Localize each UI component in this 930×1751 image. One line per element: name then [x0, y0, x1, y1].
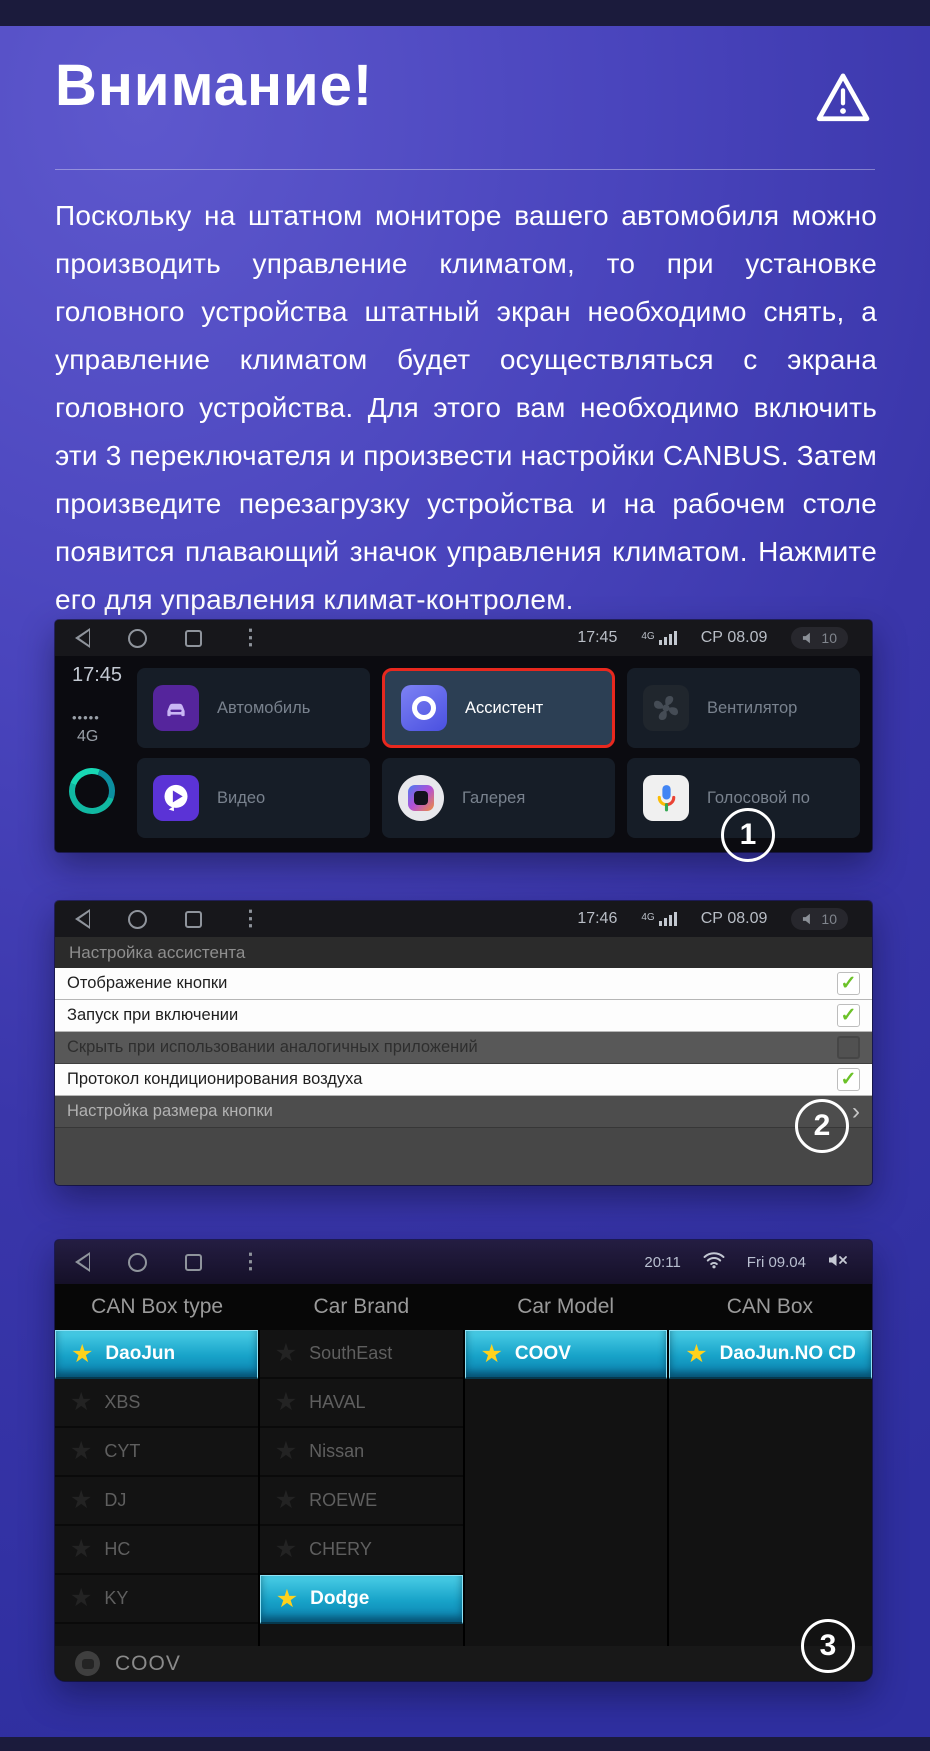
canbus-lists	[55, 1330, 872, 1646]
list-item-label: ROEWE	[309, 1490, 378, 1510]
app-tile-label: Видео	[217, 788, 266, 807]
status-date: СР 08.09	[700, 629, 768, 646]
star-icon: ★	[685, 1339, 708, 1368]
settings-row-label: Протокол кондиционирования воздуха	[67, 1070, 363, 1088]
recents-icon[interactable]	[185, 911, 202, 928]
screenshot-launcher	[55, 620, 872, 852]
list-item[interactable]	[55, 1428, 258, 1477]
star-icon: ★	[70, 1437, 93, 1465]
list-item[interactable]	[55, 1477, 258, 1526]
list-item-label: DJ	[104, 1490, 127, 1510]
home-icon[interactable]	[128, 910, 147, 929]
list-item[interactable]	[55, 1575, 258, 1624]
app-tile-fan[interactable]	[627, 668, 860, 748]
wifi-icon	[703, 1251, 725, 1273]
page-title: Внимание!	[55, 53, 374, 118]
annotation-badge-1: 1	[721, 808, 775, 862]
list-item[interactable]	[260, 1330, 463, 1379]
menu-dots-icon[interactable]: ⋮	[240, 907, 261, 930]
star-icon: ★	[71, 1339, 94, 1368]
screenshot-assistant-settings	[55, 901, 872, 1185]
check-icon: ✓	[840, 973, 857, 994]
sidebar-dots: •••••	[72, 710, 100, 725]
annotation-badge-2: 2	[795, 1099, 849, 1153]
status-date: СР 08.09	[700, 910, 768, 927]
speaker-icon	[802, 913, 815, 925]
signal-icon: 4G	[641, 631, 676, 645]
menu-dots-icon[interactable]: ⋮	[240, 1250, 261, 1273]
column-header: CAN Box type	[91, 1295, 224, 1318]
list-item-label: CYT	[104, 1441, 141, 1461]
settings-row-start-on-boot[interactable]	[55, 1000, 872, 1032]
status-time: 17:45	[577, 629, 618, 646]
star-icon: ★	[274, 1339, 298, 1367]
status-bar	[55, 620, 872, 656]
launcher-body	[55, 656, 872, 852]
car-app-icon	[153, 685, 199, 731]
check-icon: ✓	[840, 1005, 857, 1026]
nav-buttons	[75, 628, 261, 648]
list-item[interactable]	[55, 1526, 258, 1575]
status-time: 20:11	[644, 1253, 681, 1271]
checkbox-checked[interactable]	[837, 972, 860, 995]
app-tile-label: Автомобиль	[217, 698, 311, 717]
star-icon: ★	[274, 1486, 298, 1514]
back-icon[interactable]	[75, 1252, 90, 1272]
list-item-label: HC	[104, 1539, 131, 1559]
list-item-label: SouthEast	[309, 1343, 393, 1363]
list-item-label: KY	[104, 1588, 129, 1608]
settings-row-button-size[interactable]	[55, 1096, 872, 1128]
assistant-app-icon	[401, 685, 447, 731]
list-item-label: DaoJun	[105, 1343, 176, 1364]
sidebar-network: 4G	[77, 728, 99, 745]
list-item[interactable]	[55, 1330, 258, 1379]
list-item-label: CHERY	[309, 1539, 372, 1559]
column-header: CAN Box	[726, 1295, 814, 1318]
list-item[interactable]	[260, 1477, 463, 1526]
list-item-label: Dodge	[310, 1588, 370, 1609]
sidebar-time: 17:45	[72, 664, 123, 686]
star-icon: ★	[480, 1339, 503, 1368]
coov-logo-icon	[75, 1651, 100, 1676]
recents-icon[interactable]	[185, 630, 202, 647]
app-tile-label: Галерея	[462, 788, 526, 807]
column-car-brand	[260, 1330, 465, 1646]
screenshot-canbus	[55, 1240, 872, 1681]
footer-label[interactable]: COOV	[115, 1651, 181, 1675]
app-tile-video[interactable]	[137, 758, 370, 838]
settings-row-label: Запуск при включении	[67, 1006, 239, 1024]
app-tile-label: Ассистент	[465, 698, 544, 717]
star-icon: ★	[70, 1584, 93, 1612]
settings-row-ac-protocol[interactable]	[55, 1064, 872, 1096]
home-icon[interactable]	[128, 629, 147, 648]
checkbox-checked[interactable]	[837, 1068, 860, 1091]
list-item[interactable]	[260, 1575, 463, 1624]
divider	[55, 169, 875, 170]
volume-indicator: 10	[791, 627, 848, 649]
list-item[interactable]	[260, 1526, 463, 1575]
app-tile-gallery[interactable]	[382, 758, 615, 838]
bottom-band	[0, 1737, 930, 1751]
recents-icon[interactable]	[185, 1254, 202, 1271]
column-header: Car Brand	[313, 1295, 410, 1318]
app-tile-label: Голосовой по	[707, 788, 810, 807]
menu-dots-icon[interactable]: ⋮	[240, 626, 261, 649]
checkbox-unchecked[interactable]	[837, 1036, 860, 1059]
list-item[interactable]	[55, 1379, 258, 1428]
list-item-label: HAVAL	[309, 1392, 366, 1412]
top-band	[0, 0, 930, 26]
mute-icon	[828, 1253, 848, 1271]
list-item-label: Nissan	[309, 1441, 365, 1461]
launcher-sidebar	[55, 656, 135, 852]
nav-buttons	[75, 1252, 261, 1272]
settings-row-hide-similar[interactable]	[55, 1032, 872, 1064]
list-item-label: COOV	[514, 1343, 571, 1364]
voice-search-app-icon	[643, 775, 689, 821]
ring-indicator	[61, 760, 122, 821]
canbus-footer	[55, 1646, 872, 1681]
settings-row-label: Отображение кнопки	[67, 974, 228, 992]
settings-header: Настройка ассистента	[55, 937, 872, 968]
back-icon[interactable]	[75, 909, 90, 929]
star-icon: ★	[70, 1486, 93, 1514]
app-tile-assistant[interactable]	[382, 668, 615, 748]
list-item[interactable]	[465, 1330, 668, 1379]
video-app-icon	[153, 775, 199, 821]
app-tile-label: Вентилятор	[707, 698, 798, 717]
fan-app-icon	[643, 685, 689, 731]
checkbox-checked[interactable]	[837, 1004, 860, 1027]
column-car-model	[465, 1330, 670, 1646]
intro-paragraph: Поскольку на штатном мониторе вашего автомобиля можно производить управление климатом, то при установке головного устройства штатный экран необходимо снять, а управление климатом будет осуществляться с экрана головного устройства. Для этого вам необходимо включить эти 3 переключателя и произвести настройки CANBUS. Затем произведите перезагрузку устройства и на рабочем столе появится плавающий значок управления климатом. Нажмите его для управления климат-контролем.	[55, 200, 877, 615]
volume-indicator: 10	[791, 908, 848, 930]
status-time: 17:46	[577, 910, 618, 927]
list-item-label: DaoJun.NO CD	[719, 1343, 856, 1364]
star-icon: ★	[274, 1388, 298, 1416]
canbus-column-headers	[55, 1284, 872, 1330]
column-can-box-type	[55, 1330, 260, 1646]
star-icon: ★	[274, 1535, 298, 1563]
home-icon[interactable]	[128, 1253, 147, 1272]
signal-icon: 4G	[641, 912, 676, 926]
list-item[interactable]	[260, 1428, 463, 1477]
star-icon: ★	[70, 1388, 93, 1416]
warning-icon	[813, 68, 873, 130]
back-icon[interactable]	[75, 628, 90, 648]
app-tile-car[interactable]	[137, 668, 370, 748]
list-item[interactable]	[260, 1379, 463, 1428]
settings-row-show-button[interactable]	[55, 968, 872, 1000]
annotation-badge-3: 3	[801, 1619, 855, 1673]
chevron-right-icon: ›	[852, 1097, 860, 1125]
status-bar	[55, 1240, 872, 1284]
speaker-icon	[802, 632, 815, 644]
list-item-label: XBS	[104, 1392, 141, 1412]
star-icon: ★	[274, 1437, 298, 1465]
gallery-app-icon	[398, 775, 444, 821]
star-icon: ★	[70, 1535, 93, 1563]
settings-row-label: Скрыть при использовании аналогичных приложений	[67, 1038, 478, 1056]
column-can-box	[669, 1330, 872, 1646]
nav-buttons	[75, 909, 261, 929]
star-icon: ★	[275, 1584, 299, 1613]
check-icon: ✓	[840, 1069, 857, 1090]
list-item[interactable]	[669, 1330, 872, 1379]
status-date: Fri 09.04	[746, 1253, 806, 1271]
settings-row-label: Настройка размера кнопки	[67, 1102, 273, 1120]
status-bar	[55, 901, 872, 937]
column-header: Car Model	[517, 1295, 615, 1318]
